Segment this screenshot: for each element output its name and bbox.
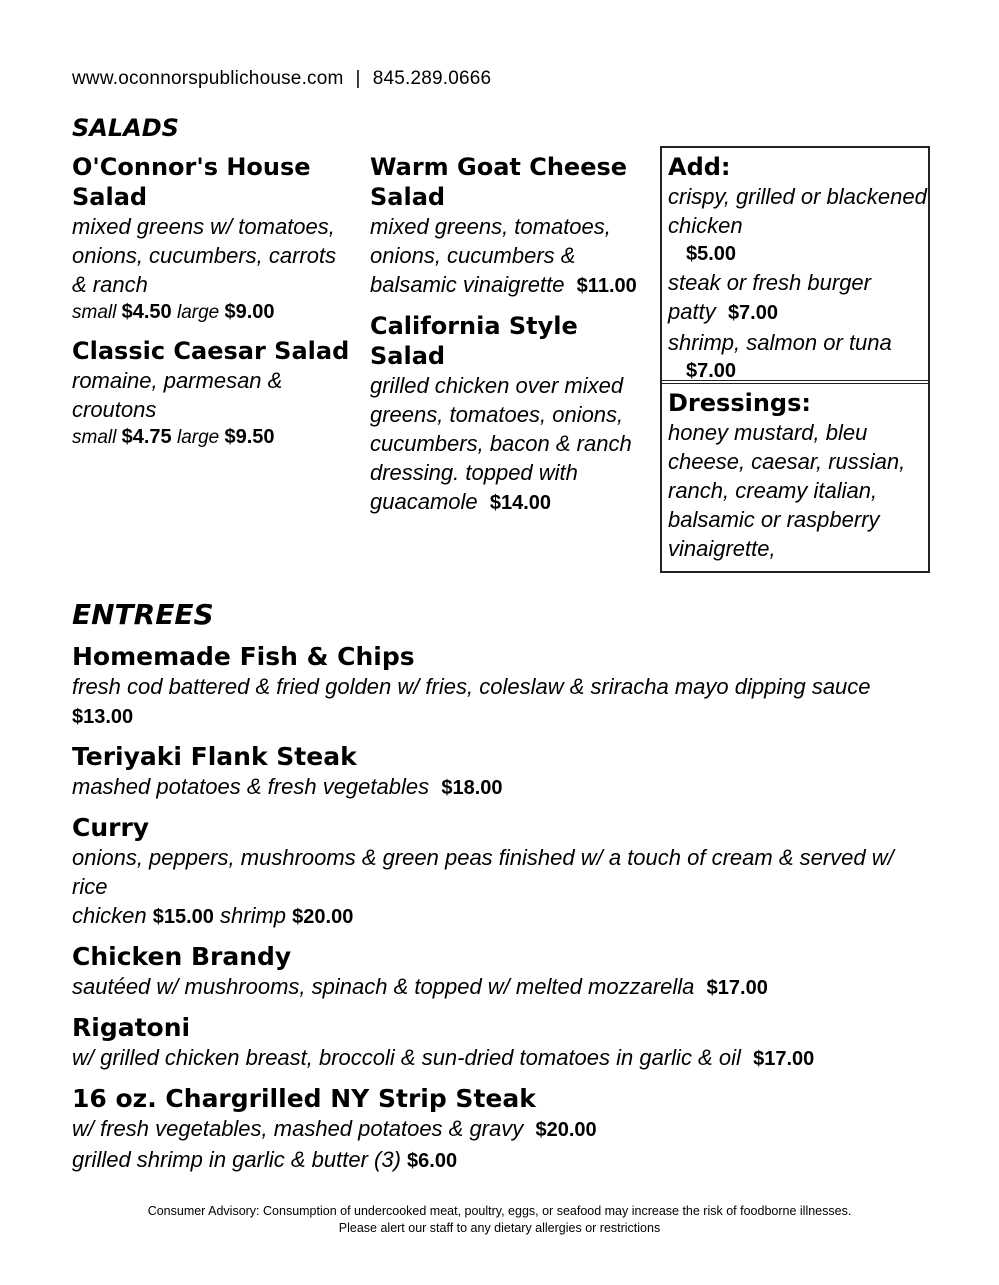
item-name: O'Connor's House Salad: [72, 153, 311, 211]
chicken-brandy: [72, 942, 932, 1003]
dressings-section: [662, 384, 928, 563]
small-label: small: [72, 302, 117, 323]
item-name: Warm Goat Cheese Salad: [370, 153, 628, 211]
goat-cheese-salad: [370, 152, 650, 301]
size-prices: [72, 299, 352, 326]
large-price: $9.00: [224, 301, 275, 323]
item-name: California Style Salad: [370, 312, 578, 370]
item-price: $14.00: [489, 492, 552, 514]
addon-line: grilled shrimp in garlic & butter (3) $6.00: [72, 1147, 458, 1172]
item-price: $11.00: [576, 275, 637, 297]
add-ons-box: [660, 146, 930, 573]
item-description: mixed greens, tomatoes, onions, cucumbers & balsamic vinaigrette $11.00: [370, 214, 637, 297]
page-header: [72, 68, 491, 90]
entrees-heading: ENTREES: [72, 598, 214, 631]
item-description: fresh cod battered & fried golden w/ fries, coleslaw & sriracha mayo dipping sauce $13.00: [72, 674, 871, 728]
salads-heading: SALADS: [72, 114, 179, 142]
item-description: mixed greens w/ tomatoes, onions, cucumbers, carrots & ranch: [72, 214, 337, 297]
item-price: $17.00: [753, 1048, 815, 1070]
item-description: grilled chicken over mixed greens, tomatoes, onions, cucumbers, bacon & ranch dressing. topped with guacamole $14.00: [370, 373, 632, 514]
addon-price: $6.00: [407, 1150, 458, 1172]
option-label: shrimp: [220, 903, 287, 928]
option-prices: [72, 901, 932, 932]
curry: [72, 813, 932, 932]
item-name: Teriyaki Flank Steak: [72, 742, 357, 771]
caesar-salad: [72, 336, 352, 451]
advisory-line-2: Please alert our staff to any dietary allergies or restrictions: [338, 1221, 661, 1235]
add-item: crispy, grilled or blackened chicken: [668, 184, 927, 238]
small-label: small: [72, 427, 117, 448]
fish-and-chips: [72, 642, 932, 732]
california-salad: [370, 311, 650, 518]
item-price: $18.00: [441, 777, 503, 799]
website-link[interactable]: www.oconnorspublichouse.com: [72, 68, 344, 89]
large-label: large: [176, 302, 220, 323]
add-item: steak or fresh burger patty $7.00: [668, 270, 871, 324]
item-description: onions, peppers, mushrooms & green peas finished w/ a touch of cream & served w/ rice: [72, 845, 894, 899]
teriyaki-flank-steak: [72, 742, 932, 803]
item-description: w/ fresh vegetables, mashed potatoes & gravy $20.00: [72, 1116, 597, 1141]
item-price: $13.00: [72, 706, 134, 728]
salads-column-1: [72, 152, 352, 461]
ny-strip-steak: [72, 1084, 932, 1176]
advisory-line-1: Consumer Advisory: Consumption of undercooked meat, poultry, eggs, or seafood may increase the risk of foodborne illnesses.: [147, 1204, 852, 1218]
large-price: $9.50: [224, 426, 275, 448]
item-name: Rigatoni: [72, 1013, 191, 1042]
small-price: $4.75: [121, 426, 172, 448]
item-name: Curry: [72, 813, 150, 842]
item-description: w/ grilled chicken breast, broccoli & sun-dried tomatoes in garlic & oil $17.00: [72, 1045, 815, 1070]
option-price: $15.00: [152, 906, 214, 928]
item-description: romaine, parmesan & croutons: [72, 368, 283, 422]
phone-number[interactable]: 845.289.0666: [372, 68, 492, 89]
add-price: $7.00: [686, 360, 737, 382]
consumer-advisory: [0, 1203, 999, 1237]
add-heading: Add:: [668, 153, 731, 181]
dressings-list: honey mustard, bleu cheese, caesar, russian, ranch, creamy italian, balsamic or raspberry vinaigrette,: [668, 420, 906, 561]
size-prices: [72, 424, 352, 451]
add-item: shrimp, salmon or tuna: [668, 330, 892, 355]
item-name: Classic Caesar Salad: [72, 337, 350, 365]
item-name: Chicken Brandy: [72, 942, 292, 971]
option-price: $20.00: [292, 906, 354, 928]
entrees-list: [72, 642, 932, 1186]
add-price: $7.00: [727, 302, 778, 324]
small-price: $4.50: [121, 301, 172, 323]
salads-column-2: [370, 152, 650, 528]
item-price: $17.00: [706, 977, 768, 999]
house-salad: [72, 152, 352, 326]
large-label: large: [176, 427, 220, 448]
item-description: sautéed w/ mushrooms, spinach & topped w/ melted mozzarella $17.00: [72, 974, 768, 999]
rigatoni: [72, 1013, 932, 1074]
add-price: $5.00: [686, 243, 737, 265]
item-price: $20.00: [535, 1119, 597, 1141]
add-section: [662, 148, 928, 384]
option-label: chicken: [72, 903, 147, 928]
dressings-heading: Dressings:: [668, 389, 811, 417]
item-name: Homemade Fish & Chips: [72, 642, 415, 671]
item-description: mashed potatoes & fresh vegetables $18.00: [72, 774, 503, 799]
header-separator: |: [355, 68, 361, 89]
item-name: 16 oz. Chargrilled NY Strip Steak: [72, 1084, 536, 1113]
